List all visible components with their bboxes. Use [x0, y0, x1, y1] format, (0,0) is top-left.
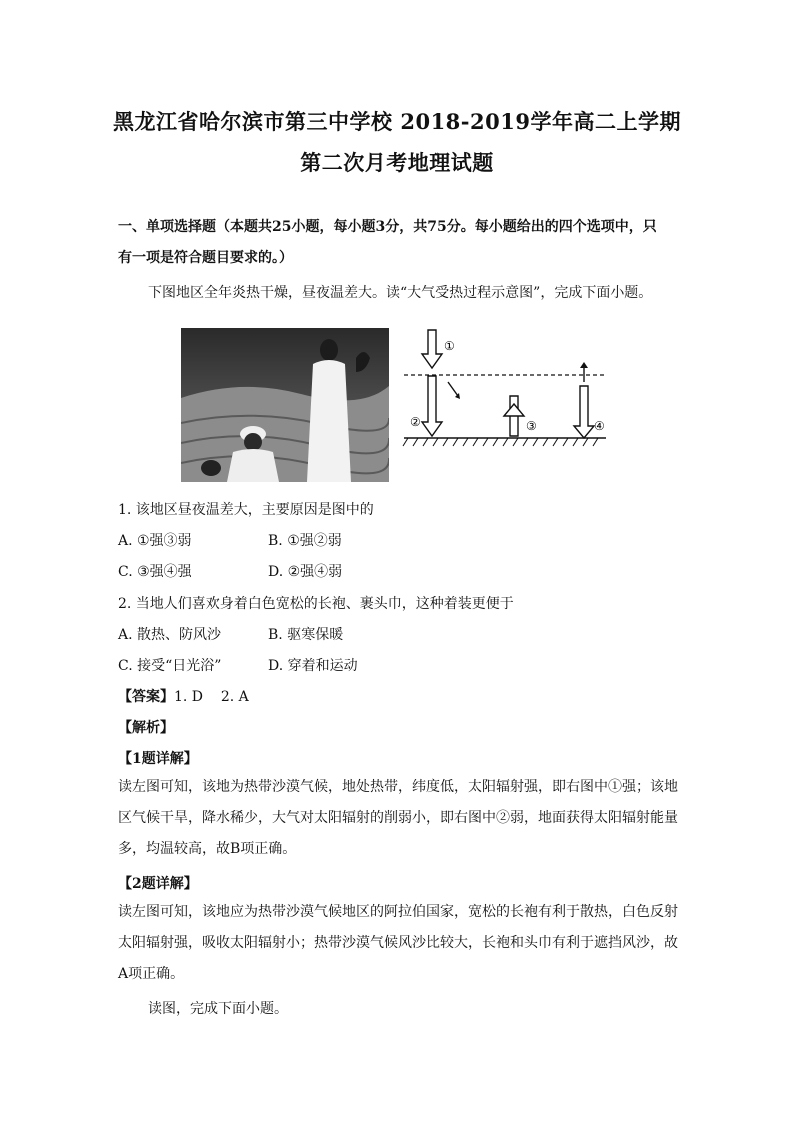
detail-2-label: 【2题详解】: [118, 876, 198, 892]
atmosphere-heating-diagram: [398, 326, 612, 472]
question-2-option-a: A. 散热、防风沙: [118, 627, 222, 643]
section-heading-line-1: 一、单项选择题（本题共25小题，每小题3分，共75分。每小题给出的四个选项中，只: [118, 219, 657, 235]
desert-photo: [181, 328, 389, 482]
question-2-option-c: C. 接受“日光浴”: [118, 658, 222, 674]
question-1-option-c: C. ③强④强: [118, 564, 192, 580]
title-line-2: 第二次月考地理试题: [300, 150, 494, 175]
answer-text: 1. D 2. A: [174, 689, 249, 705]
answer-line: [118, 686, 249, 706]
diagram-label-4: ④: [594, 419, 605, 433]
question-2-stem: 2. 当地人们喜欢身着白色宽松的长袍、裹头巾，这种着装更便于: [118, 596, 514, 612]
diagram-label-1: ①: [444, 339, 455, 353]
answer-label: 【答案】: [118, 689, 174, 705]
detail-1-label: 【1题详解】: [118, 751, 198, 767]
diagram-label-2: ②: [410, 415, 421, 429]
question-2-option-b: B. 驱寒保暖: [268, 627, 344, 643]
question-1-option-b: B. ①强②弱: [268, 533, 342, 549]
question-1-stem: 1. 该地区昼夜温差大，主要原因是图中的: [118, 502, 374, 518]
detail-1-text: 读左图可知，该地为热带沙漠气候，地处热带，纬度低，太阳辐射强，即右图中①强；该地区气候干旱，降水稀少，大气对太阳辐射的削弱小，即右图中②弱，地面获得太阳辐射能量多，均温较高，故B项正确。: [118, 779, 678, 857]
intro-text-2: 读图，完成下面小题。: [148, 1001, 288, 1017]
intro-text: 下图地区全年炎热干燥，昼夜温差大。读“大气受热过程示意图”，完成下面小题。: [148, 285, 653, 301]
detail-2-text: 读左图可知，该地应为热带沙漠气候地区的阿拉伯国家，宽松的长袍有利于散热，白色反射太阳辐射强，吸收太阳辐射小；热带沙漠气候风沙比较大，长袍和头巾有利于遮挡风沙，故A项正确。: [118, 904, 678, 982]
question-2-option-d: D. 穿着和运动: [268, 658, 358, 674]
diagram-label-3: ③: [526, 419, 537, 433]
section-heading-line-2: 有一项是符合题目要求的。）: [118, 250, 293, 266]
title-line-1: 黑龙江省哈尔滨市第三中学校 2018-2019学年高二上学期: [113, 109, 681, 134]
analysis-label: 【解析】: [118, 720, 174, 736]
question-1-option-a: A. ①强③弱: [118, 533, 192, 549]
question-1-option-d: D. ②强④弱: [268, 564, 343, 580]
